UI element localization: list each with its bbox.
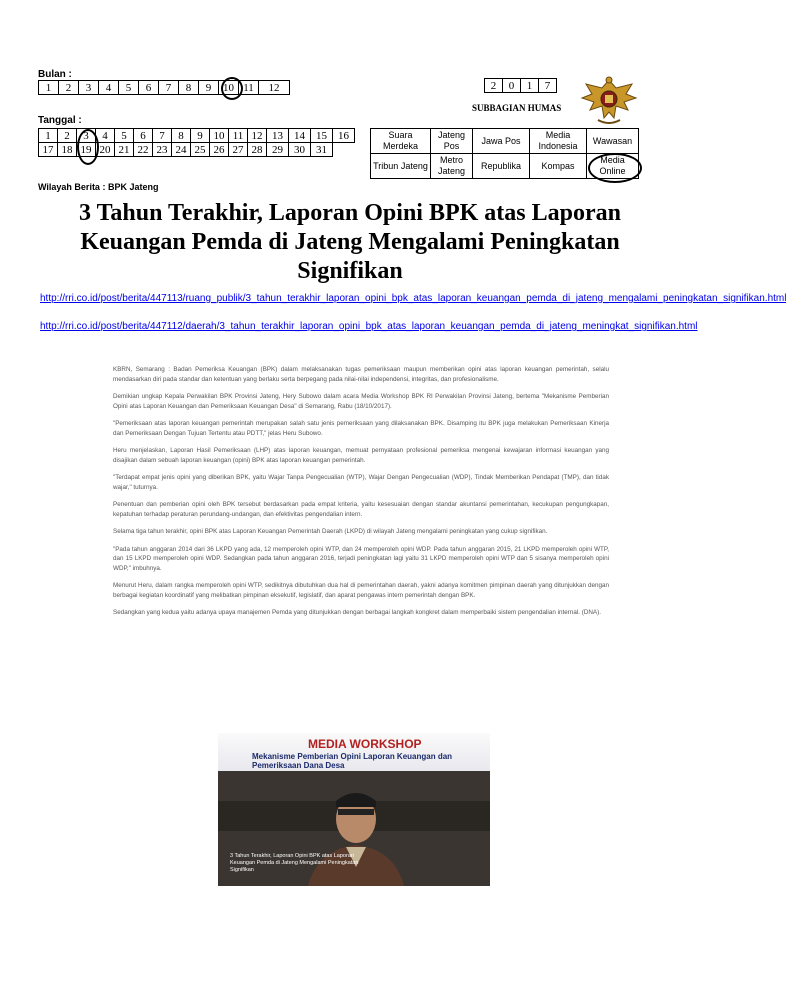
year-digit: 0 [503, 79, 521, 93]
media-cell: Jateng Pos [431, 129, 473, 154]
article-body [113, 365, 609, 626]
date-cell: 28 [248, 143, 267, 157]
date-cell: 15 [311, 129, 333, 143]
media-cell: Media Indonesia [530, 129, 587, 154]
date-cell: 16 [333, 129, 355, 143]
article-paragraph: Menurut Heru, dalam rangka memperoleh opini WTP, sedikitnya dibutuhkan dua hal di pemerintahan daerah, yakni adanya komitmen pimpinan daerah yang ditunjukkan dengan berbagai kegiatan koordinatif yang melibatkan pimpinan eksekutif, legislatif, dan aparat pengawas intern pemerintah dengan BPK. [113, 582, 609, 599]
month-cell: 1 [39, 81, 59, 95]
article-paragraph: Penentuan dan pemberian opini oleh BPK tersebut berdasarkan pada empat kriteria, yaitu kesesuaian dengan standar akuntansi pemerintahan, kecukupan pengungkapan, kepatuhan terhadap peraturan perundang-undangan, dan efektivitas pengendalian intern. [113, 501, 609, 518]
date-cell: 25 [191, 143, 210, 157]
article-paragraph: Selama tiga tahun terakhir, opini BPK atas Laporan Keuangan Pemerintah Daerah (LKPD) di wilayah Jateng mengalami peningkatan yang cukup signifikan. [113, 528, 548, 535]
article-paragraph: Heru menjelaskan, Laporan Hasil Pemeriksaan (LHP) atas laporan keuangan, memuat pernyataan profesional pemeriksa mengenai kewajaran informasi keuangan yang disajikan dalam sebuah laporan keuangan (opini) BPK atas laporan keuangan pemerintah. [113, 447, 609, 464]
month-selection-circle [221, 77, 243, 100]
date-cell: 21 [115, 143, 134, 157]
date-cell: 17 [39, 143, 58, 157]
month-cell: 8 [179, 81, 199, 95]
subbagian-humas: SUBBAGIAN HUMAS [472, 103, 562, 113]
media-cell: Tribun Jateng [371, 154, 431, 179]
photo-caption: 3 Tahun Terakhir, Laporan Opini BPK atas Laporan Keuangan Pemda di Jateng Mengalami Peningkatan Signifikan [230, 853, 359, 873]
date-cell: 22 [134, 143, 153, 157]
date-cell: 3 [77, 129, 96, 143]
media-cell: Wawasan [587, 129, 639, 154]
month-cell: 4 [99, 81, 119, 95]
date-cell-selected: 19 [77, 143, 96, 157]
month-cell: 7 [159, 81, 179, 95]
workshop-banner [218, 733, 490, 771]
date-cell: 2 [58, 129, 77, 143]
date-cell: 18 [58, 143, 77, 157]
date-cell-empty [333, 143, 355, 157]
month-cell: 9 [199, 81, 219, 95]
month-cell-selected: 10 [219, 81, 239, 95]
article-paragraph: Sedangkan yang kedua yaitu adanya upaya manajemen Pemda yang ditunjukkan dengan berbagai langkah kongkret dalam memperbaiki sistem pengendalian internal. (DNA). [113, 609, 601, 616]
banner-subtitle: Mekanisme Pemberian Opini Laporan Keuangan dan Pemeriksaan Dana Desa [252, 752, 453, 770]
media-cell: Jawa Pos [473, 129, 530, 154]
year-digit: 2 [485, 79, 503, 93]
date-cell: 4 [96, 129, 115, 143]
date-selection-circle [77, 129, 99, 165]
date-cell: 27 [229, 143, 248, 157]
media-cell: Suara Merdeka [371, 129, 431, 154]
month-cell: 2 [59, 81, 79, 95]
media-cell: Kompas [530, 154, 587, 179]
date-cell: 7 [153, 129, 172, 143]
date-cell: 30 [289, 143, 311, 157]
year-digit: 7 [539, 79, 557, 93]
date-cell: 12 [248, 129, 267, 143]
article-paragraph: "Terdapat empat jenis opini yang diberikan BPK, yaitu Wajar Tanpa Pengecualian (WTP), Wajar Dengan Pengecualian (WDP), Tindak Memberikan Pendapat (TMP), dan tidak wajar," tuturnya. [113, 474, 609, 491]
bulan-label: Bulan : [38, 69, 72, 80]
source-link[interactable]: http://rri.co.id/post/berita/447112/daerah/3_tahun_terakhir_laporan_opini_bpk_atas_laporan_keuangan_pemda_di_jateng_meningkat_signifikan.html [40, 321, 698, 332]
article-paragraph: KBRN, Semarang : Badan Pemeriksa Keuangan (BPK) dalam melaksanakan tugas pemeriksaan maupun memberikan opini atas laporan keuangan pemerintah, selalu mendasarkan diri pada standar dan ketentuan yang berlaku serta berpegang pada nilai-nilai independensi, integritas, dan profesionalisme. [113, 366, 609, 383]
banner-title: MEDIA WORKSHOP [308, 737, 422, 751]
article-paragraph: "Pemeriksaan atas laporan keuangan pemerintah merupakan salah satu jenis pemeriksaan yang dilaksanakan BPK. Disamping itu BPK juga melakukan Pemeriksaan Kinerja dan Pemeriksaan Dengan Tujuan Tertentu atau PDTT," jelas Heru Subowo. [113, 420, 609, 437]
garuda-emblem-icon [578, 74, 640, 130]
month-grid [38, 80, 290, 95]
date-cell: 11 [229, 129, 248, 143]
article-title: 3 Tahun Terakhir, Laporan Opini BPK atas Laporan Keuangan Pemda di Jateng Mengalami Peningkatan Signifikan [79, 200, 621, 284]
article-paragraph: Demikian ungkap Kepala Perwakilan BPK Provinsi Jateng, Hery Subowo dalam acara Media Workshop BPK RI Perwakilan Provinsi Jateng, bertema "Mekanisme Pemberian Opini atas Laporan Keuangan dan Pemeriksaan Keuangan Desa" di Semarang, Rabu (18/10/2017). [113, 393, 609, 410]
month-cell: 6 [139, 81, 159, 95]
date-cell: 23 [153, 143, 172, 157]
date-cell: 26 [210, 143, 229, 157]
date-cell: 1 [39, 129, 58, 143]
date-cell: 9 [191, 129, 210, 143]
date-cell: 29 [267, 143, 289, 157]
media-cell-selected: Media Online [587, 154, 639, 179]
date-cell: 14 [289, 129, 311, 143]
date-cell: 24 [172, 143, 191, 157]
date-cell: 10 [210, 129, 229, 143]
month-cell: 3 [79, 81, 99, 95]
media-cell: Republika [473, 154, 530, 179]
article-photo [218, 733, 490, 886]
media-cell: Metro Jateng [431, 154, 473, 179]
media-selection-circle [588, 153, 642, 183]
date-cell: 20 [96, 143, 115, 157]
date-cell: 31 [311, 143, 333, 157]
tanggal-label: Tanggal : [38, 115, 82, 126]
month-cell: 11 [239, 81, 259, 95]
year-digit: 1 [521, 79, 539, 93]
date-cell: 5 [115, 129, 134, 143]
wilayah-berita: Wilayah Berita : BPK Jateng [38, 182, 159, 192]
article-paragraph: "Pada tahun anggaran 2014 dari 36 LKPD yang ada, 12 memperoleh opini WTP, dan 24 memperoleh opini WDP. Pada tahun anggaran 2015, 21 LKPD memperoleh opini WTP, dan 15 LKPD memperoleh opini WDP. Sedangkan pada tahun anggaran 2016, terjadi peningkatan lagi yaitu 31 LKPD memperoleh opini WTP dan 5 sisanya memperoleh opini WDP," imbuhnya. [113, 545, 609, 572]
month-cell: 12 [259, 81, 290, 95]
month-cell: 5 [119, 81, 139, 95]
source-link[interactable]: http://rri.co.id/post/berita/447113/ruang_publik/3_tahun_terakhir_laporan_opini_bpk_atas_laporan_keuangan_pemda_di_jateng_mengalami_peningkatan_signifikan.html [40, 293, 786, 304]
date-cell: 6 [134, 129, 153, 143]
date-cell: 8 [172, 129, 191, 143]
year-grid [484, 78, 557, 93]
date-cell: 13 [267, 129, 289, 143]
